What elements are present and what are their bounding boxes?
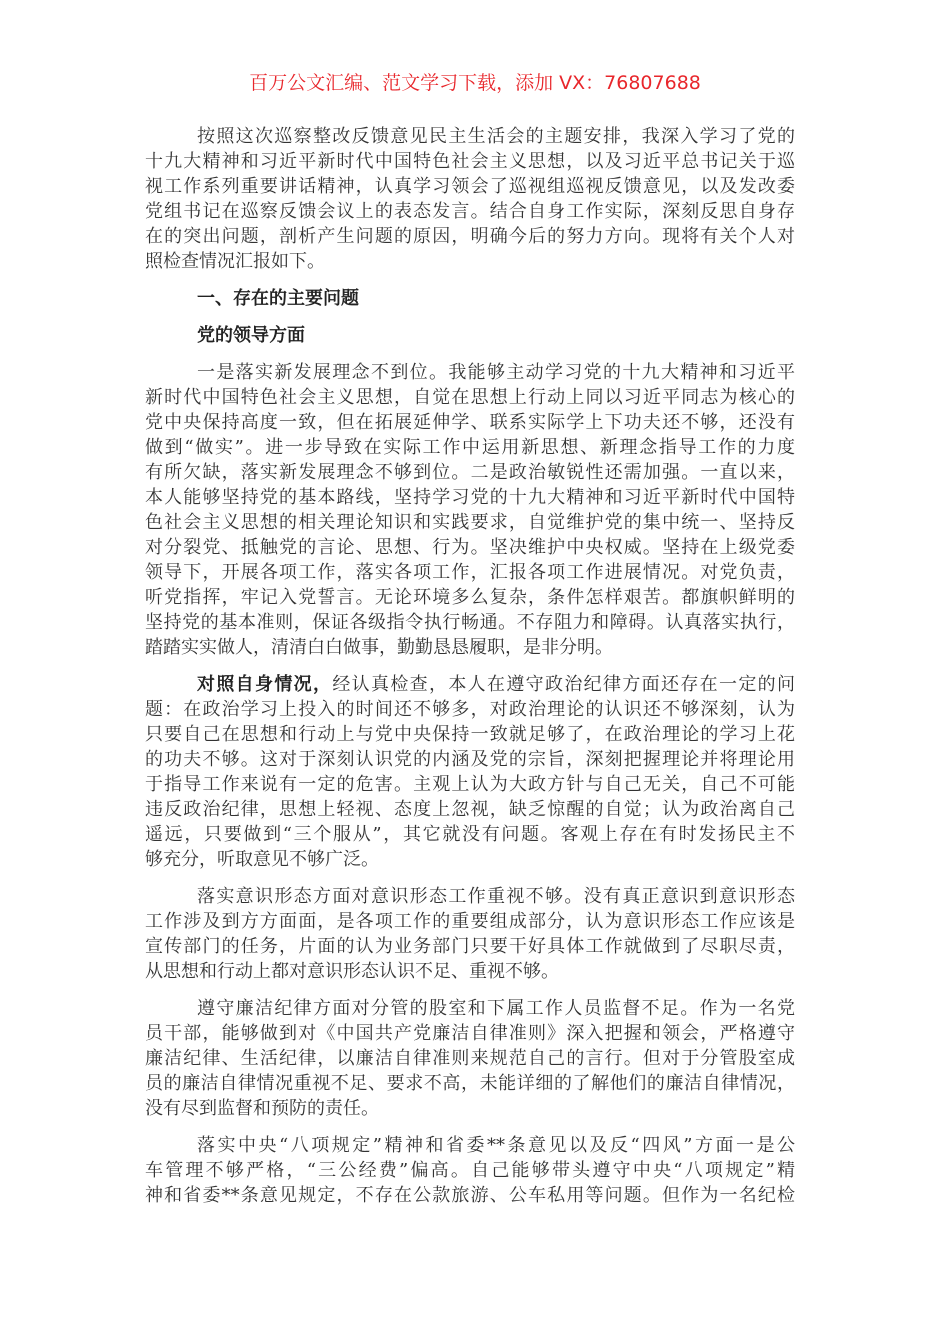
text-line: 照检查情况汇报如下。 [145, 251, 325, 272]
text-line: 没有尽到监督和预防的责任。 [145, 1098, 379, 1119]
text-line: 视工作系列重要讲话精神，认真学习领会了巡视组巡视反馈意见，以及发改委 [145, 176, 795, 197]
text-line: 踏踏实实做人，清清白白做事，勤勤恳恳履职，是非分明。 [145, 637, 613, 658]
text-line: 坚持党的基本准则，保证各级指令执行畅通。不存阻力和障碍。认真落实执行， [145, 612, 795, 633]
text-line: 做到“做实”。进一步导致在实际工作中运用新思想、新理念指导工作的力度 [145, 437, 795, 458]
text-line: 按照这次巡察整改反馈意见民主生活会的主题安排，我深入学习了党的 [197, 126, 795, 147]
text-line: 新时代中国特色社会主义思想，自觉在思想上行动上同以习近平同志为核心的 [145, 387, 795, 408]
subsection-heading: 党的领导方面 [197, 325, 305, 346]
text-line: 廉洁纪律、生活纪律，以廉洁自律准则来规范自己的言行。但对于分管股室成 [145, 1048, 795, 1069]
document-body [145, 124, 795, 1220]
section-heading: 一、存在的主要问题 [197, 288, 359, 309]
text-line: 够充分，听取意见不够广泛。 [145, 849, 379, 870]
watermark-banner: 百万公文汇编、范文学习下载，添加 VX：76807688 [249, 72, 701, 94]
text-line: 遵守廉洁纪律方面对分管的股室和下属工作人员监督不足。作为一名党 [197, 998, 795, 1019]
bold-lead: 对照自身情况， [197, 674, 333, 695]
text-line: 听党指挥，牢记入党誓言。无论环境多么复杂，条件怎样艰苦。都旗帜鲜明的 [145, 587, 795, 608]
text-line: 领导下，开展各项工作，落实各项工作，汇报各项工作进展情况。对党负责， [145, 562, 795, 583]
paragraph [145, 1133, 795, 1208]
text-line: 只要自己在思想和行动上与党中央保持一致就足够了，在政治理论的学习上花 [145, 724, 795, 745]
text-line [145, 672, 795, 697]
paragraph [145, 360, 795, 660]
text-line: 一是落实新发展理念不到位。我能够主动学习党的十九大精神和习近平 [197, 362, 795, 383]
line-text: 经认真检查，本人在遵守政治纪律方面还存在一定的问 [332, 674, 796, 695]
text-line: 工作涉及到方方面面，是各项工作的重要组成部分，认为意识形态工作应该是 [145, 911, 795, 932]
main-section [145, 360, 795, 1208]
text-line: 题：在政治学习上投入的时间还不够多，对政治理论的认识还不够深刻，认为 [145, 699, 795, 720]
text-line: 的功夫不够。这对于深刻认识党的内涵及党的宗旨，深刻把握理论并将理论用 [145, 749, 795, 770]
text-line: 宣传部门的任务，片面的认为业务部门只要干好具体工作就做到了尽职尽责， [145, 936, 795, 957]
paragraph [145, 996, 795, 1121]
paragraph [145, 672, 795, 872]
text-line: 在的突出问题，剖析产生问题的原因，明确今后的努力方向。现将有关个人对 [145, 226, 795, 247]
text-line: 党组书记在巡察反馈会议上的表态发言。结合自身工作实际，深刻反思自身存 [145, 201, 795, 222]
text-line: 于指导工作来说有一定的危害。主观上认为大政方针与自己无关，自己不可能 [145, 774, 795, 795]
text-line: 违反政治纪律，思想上轻视、态度上忽视，缺乏惊醒的自觉；认为政治离自己 [145, 799, 795, 820]
text-line: 车管理不够严格，“三公经费”偏高。自己能够带头遵守中央“八项规定”精 [145, 1160, 795, 1181]
text-line: 党中央保持高度一致，但在拓展延伸学、联系实际学上下功夫还不够，还没有 [145, 412, 795, 433]
text-line: 遥远，只要做到“三个服从”，其它就没有问题。客观上存在有时发扬民主不 [145, 824, 795, 845]
text-line: 从思想和行动上都对意识形态认识不足、重视不够。 [145, 961, 559, 982]
text-line: 本人能够坚持党的基本路线，坚持学习党的十九大精神和习近平新时代中国特 [145, 487, 795, 508]
text-line: 神和省委**条意见规定，不存在公款旅游、公车私用等问题。但作为一名纪检 [145, 1185, 795, 1206]
paragraph [145, 124, 795, 274]
text-line: 对分裂党、抵触党的言论、思想、行为。坚决维护中央权威。坚持在上级党委 [145, 537, 795, 558]
text-line: 员干部，能够做到对《中国共产党廉洁自律准则》深入把握和领会，严格遵守 [145, 1023, 795, 1044]
text-line: 十九大精神和习近平新时代中国特色社会主义思想，以及习近平总书记关于巡 [145, 151, 795, 172]
paragraph [145, 884, 795, 984]
text-line: 员的廉洁自律情况重视不足、要求不高，未能详细的了解他们的廉洁自律情况， [145, 1073, 795, 1094]
text-line: 落实意识形态方面对意识形态工作重视不够。没有真正意识到意识形态 [197, 886, 795, 907]
text-line: 色社会主义思想的相关理论知识和实践要求，自觉维护党的集中统一、坚持反 [145, 512, 795, 533]
intro-section [145, 124, 795, 274]
text-line: 有所欠缺，落实新发展理念不够到位。二是政治敏锐性还需加强。一直以来， [145, 462, 795, 483]
text-line: 落实中央“八项规定”精神和省委**条意见以及反“四风”方面一是公 [197, 1135, 795, 1156]
